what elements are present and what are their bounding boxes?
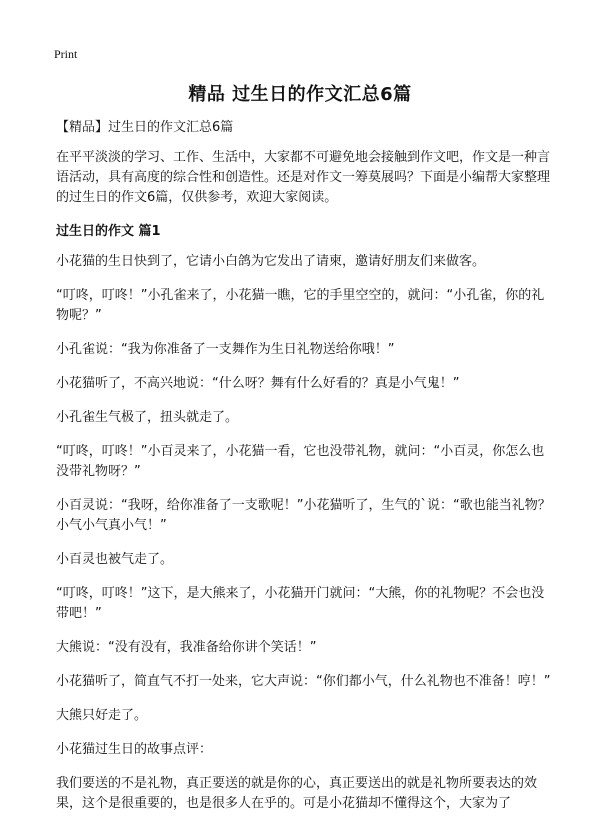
document-subtitle: 【精品】过生日的作文汇总6篇 [56,120,234,135]
story-paragraph: “叮咚，叮咚！”小孔雀来了，小花猫一瞧，它的手里空空的，就问：“小孔雀，你的礼物呢？” [56,288,545,323]
story-paragraph: 小花猫听了，不高兴地说：“什么呀？舞有什么好看的？真是小气鬼！” [56,376,460,391]
story-paragraph: 小花猫过生日的故事点评： [56,742,213,757]
story-paragraph: 大熊只好走了。 [56,708,148,723]
story-paragraph: “叮咚，叮咚！”小百灵来了，小花猫一看，它也没带礼物，就问：“小百灵，你怎么也没带礼物呀？” [56,444,545,479]
story-paragraph: 小孔雀说：“我为你准备了一支舞作为生日礼物送给你哦！” [56,342,395,357]
document-title: 精品 过生日的作文汇总6篇 [188,84,412,105]
section-heading: 过生日的作文 篇1 [56,224,161,239]
story-paragraph: “叮咚，叮咚！”这下，是大熊来了，小花猫开门就问：“大熊，你的礼物呢？不会也没带吧！” [56,586,545,621]
print-link[interactable]: Print [54,47,78,61]
story-paragraph: 小孔雀生气极了，扭头就走了。 [56,410,239,425]
story-paragraph: 小花猫的生日快到了，它请小白鸽为它发出了请柬，邀请好朋友们来做客。 [56,254,486,269]
story-paragraph: 小花猫听了，简直气不打一处来，它大声说：“你们都小气，什么礼物也不准备！哼！” [56,674,551,689]
intro-paragraph: 在平平淡淡的学习、工作、生活中，大家都不可避免地会接触到作文吧，作文是一种言语活动，具有高度的综合性和创造性。还是对作文一筹莫展吗？下面是小编帮大家整理的过生日的作文6篇，仅供参考，欢迎大家阅读。 [56,150,551,205]
story-paragraph: 小百灵也被气走了。 [56,552,174,567]
story-paragraph: 我们要送的不是礼物，真正要送的就是你的心，真正要送出的就是礼物所要表达的效果，这个是很重要的，也是很多人在乎的。可是小花猫却不懂得这个，大家为了 [56,776,538,811]
story-paragraph: 大熊说：“没有没有，我准备给你讲个笑话！” [56,640,317,655]
story-paragraph: 小百灵说：“我呀，给你准备了一支歌呢！”小花猫听了，生气的`说：“歌也能当礼物？小气小气真小气！” [56,498,551,533]
document-body [56,118,554,828]
